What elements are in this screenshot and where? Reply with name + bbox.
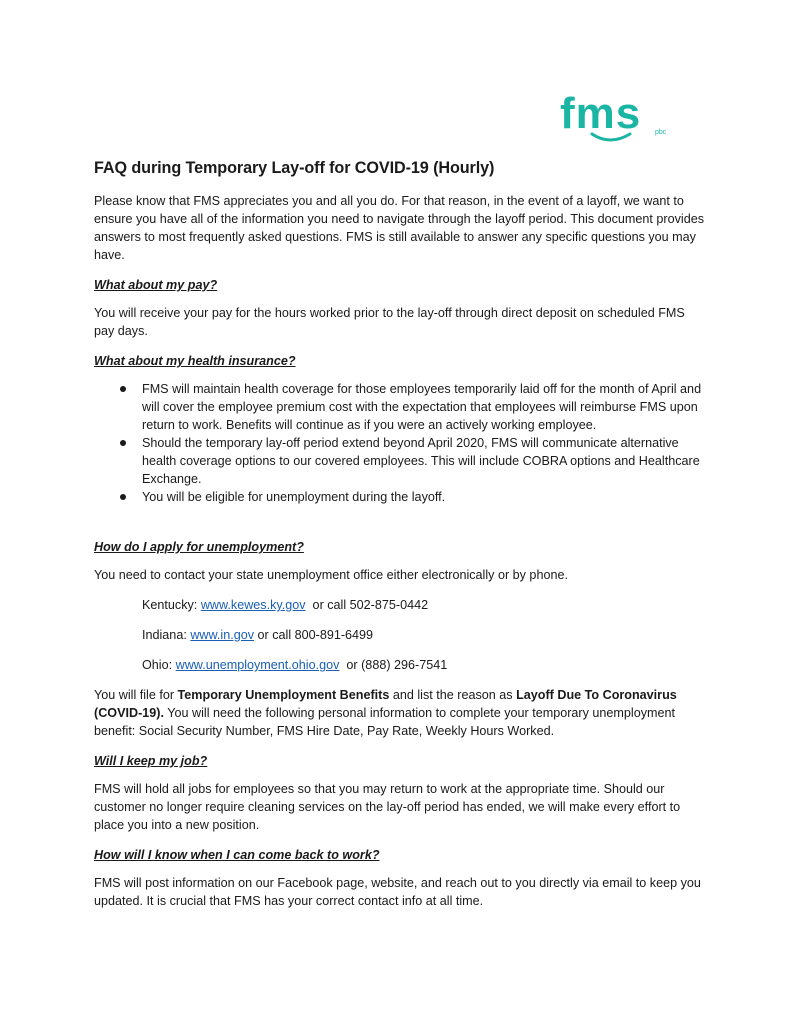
unemployment-paragraph: You need to contact your state unemployment office either electronically or by phone. [94,568,568,582]
heading-health: What about my health insurance? [94,354,296,368]
heading-job: Will I keep my job? [94,754,208,768]
phone-text: or call 502-875-0442 [305,598,429,612]
contact-indiana [94,626,706,644]
file-text: and list the reason as [389,688,517,702]
document-title: FAQ during Temporary Lay-off for COVID-19 (Hourly) [94,159,495,177]
fms-logo [558,84,678,148]
heading-unemployment: How do I apply for unemployment? [94,540,304,554]
heading-pay: What about my pay? [94,278,218,292]
bullet-text: You will be eligible for unemployment during the layoff. [142,490,446,504]
heading-return: How will I know when I can come back to work? [94,848,380,862]
svg-text:fms: fms [560,89,642,138]
ohio-link[interactable]: www.unemployment.ohio.gov [175,658,340,672]
kentucky-link[interactable]: www.kewes.ky.gov [200,598,306,612]
state-label: Kentucky: [142,598,201,612]
file-text: You will need the following personal information to complete your temporary unemployment benefit: Social Security Number, FMS Hire Date, Pay Rate, Weekly Hours Worked. [94,706,676,738]
list-item [142,434,706,488]
health-bullet-list [94,380,706,506]
phone-text: or (888) 296-7541 [339,658,448,672]
state-label: Ohio: [142,658,176,672]
file-instructions-paragraph [94,686,706,740]
bullet-icon [120,440,126,446]
phone-text: or call 800-891-6499 [254,628,374,642]
bullet-text: FMS will maintain health coverage for those employees temporarily laid off for the month of April and will cover the employee premium cost with the expectation that employees will reimburse FMS upon return to work. Benefits will continue as if you were an actively working employee. [142,382,702,432]
bullet-icon [120,386,126,392]
return-paragraph: FMS will post information on our Facebook page, website, and reach out to you directly via email to keep you updated. It is crucial that FMS has your correct contact info at all time. [94,876,701,908]
svg-text:pbc: pbc [655,129,667,136]
file-text: You will file for [94,688,178,702]
state-label: Indiana: [142,628,191,642]
bold-term: Temporary Unemployment Benefits [177,688,390,702]
document-content [94,158,706,922]
pay-paragraph: You will receive your pay for the hours worked prior to the lay-off through direct deposit on scheduled FMS pay days. [94,306,685,338]
list-item [142,380,706,434]
bullet-text: Should the temporary lay-off period extend beyond April 2020, FMS will communicate alternative health coverage options to our covered employees. This will include COBRA options and Healthcare Exchange. [142,436,700,486]
contact-kentucky [94,596,706,614]
bullet-icon [120,494,126,500]
contact-ohio [94,656,706,674]
list-item [142,488,706,506]
bold-term: Layoff Due To Coronavirus (COVID-19). [94,688,677,720]
intro-paragraph: Please know that FMS appreciates you and all you do. For that reason, in the event of a layoff, we want to ensure you have all of the information you need to navigate through the layoff period. This document provides answers to most frequently asked questions. FMS is still available to answer any specific questions you may have. [94,194,705,262]
job-paragraph: FMS will hold all jobs for employees so that you may return to work at the appropriate time. Should our customer no longer require cleaning services on the lay-off period has ended, we will make every effort to place you into a new position. [94,782,681,832]
indiana-link[interactable]: www.in.gov [190,628,255,642]
